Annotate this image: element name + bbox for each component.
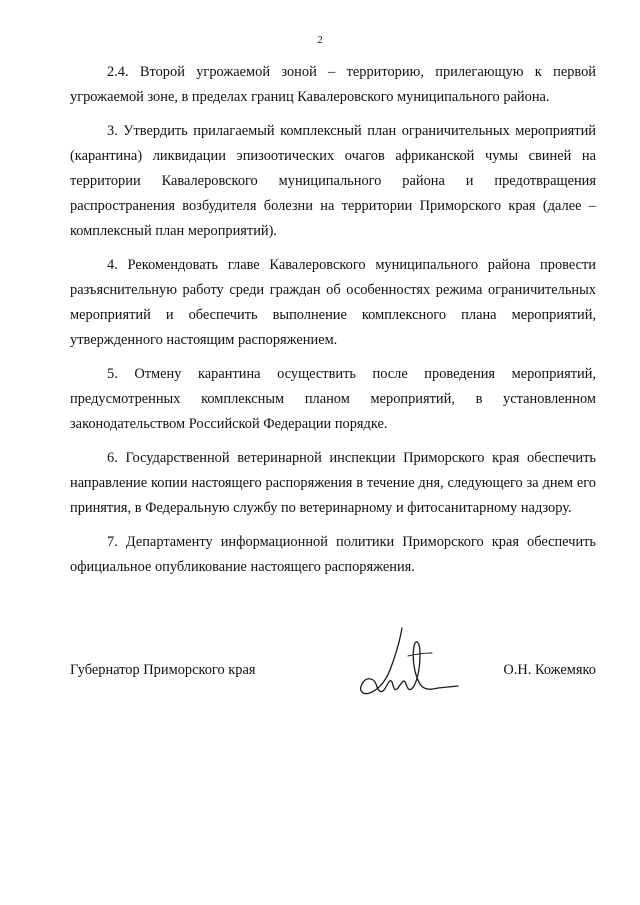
paragraph-2-4: 2.4. Второй угрожаемой зоной – территорию, прилегающую к первой угрожаемой зоне, в пределах границ Кавалеровского муниципального района. — [70, 64, 596, 105]
paragraph-3: 3. Утвердить прилагаемый комплексный план ограничительных мероприятий (карантина) ликвидации эпизоотических очагов африканской чумы свиней на территории Кавалеровского муниципального района и предотвращения распространения возбудителя болезни на территории Приморского края (далее – комплексный план мероприятий). — [70, 123, 596, 239]
paragraph-4: 4. Рекомендовать главе Кавалеровского муниципального района провести разъяснительную работу среди граждан об особенностях режима ограничительных мероприятий и обеспечить выполнение комплексного плана мероприятий, утвержденного настоящим распоряжением. — [70, 257, 596, 348]
paragraph-5: 5. Отмену карантина осуществить после проведения мероприятий, предусмотренных комплексным планом мероприятий, в установленном законодательством Российской Федерации порядке. — [70, 366, 596, 432]
paragraph-6: 6. Государственной ветеринарной инспекции Приморского края обеспечить направление копии настоящего распоряжения в течение дня, следующего за днем его принятия, в Федеральную службу по ветеринарному и фитосанитарному надзору. — [70, 450, 596, 516]
page-number: 2 — [317, 34, 323, 46]
signatory-name: О.Н. Кожемяко — [503, 662, 596, 678]
paragraph-7: 7. Департаменту информационной политики Приморского края обеспечить официальное опубликование настоящего распоряжения. — [70, 534, 596, 575]
handwritten-signature — [350, 626, 460, 702]
signature-block — [70, 622, 596, 702]
document-body — [70, 60, 596, 589]
signatory-title: Губернатор Приморского края — [70, 662, 256, 678]
